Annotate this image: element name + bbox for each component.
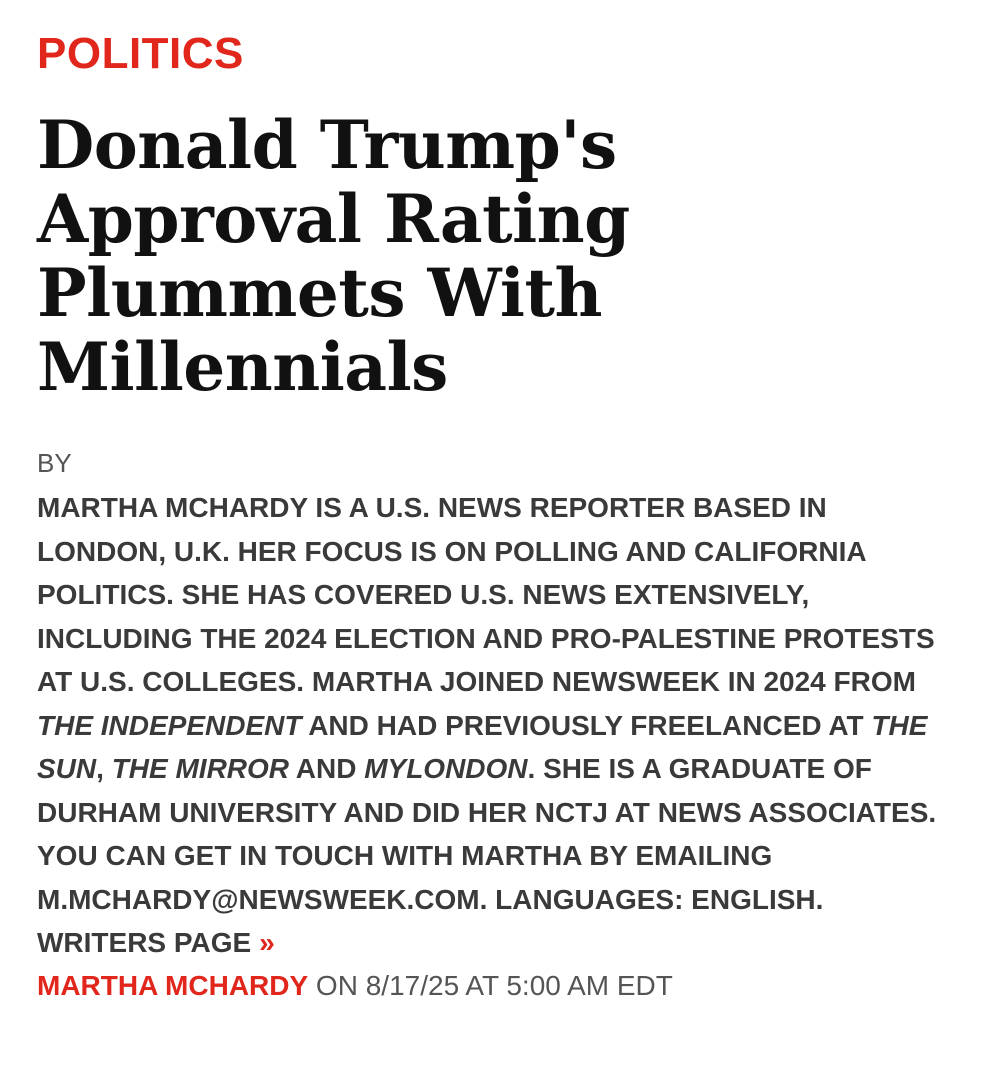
writers-page-link[interactable] <box>37 923 272 963</box>
by-label: BY <box>37 448 72 478</box>
bio-text-2: AND HAD PREVIOUSLY FREELANCED AT <box>301 709 872 741</box>
publication-mylondon: MYLONDON <box>364 753 528 784</box>
double-chevron-right-icon: ›› <box>259 927 272 958</box>
publication-the-sun: THE SUN <box>37 709 928 784</box>
article-header <box>37 28 962 1007</box>
publication-the-mirror: THE MIRROR <box>111 753 290 784</box>
writers-page-label: WRITERS PAGE <box>37 927 252 958</box>
publish-date: ON 8/17/25 AT 5:00 AM EDT <box>308 970 673 1001</box>
byline-block <box>37 448 962 1007</box>
bio-text-4: AND <box>289 753 365 784</box>
author-bio <box>37 486 962 921</box>
article-headline: Donald Trump's Approval Rating Plummets With Millennials <box>37 106 630 406</box>
category-link[interactable]: POLITICS <box>37 29 244 78</box>
bio-text-3: , <box>96 753 112 784</box>
publication-the-independent: THE INDEPENDENT <box>37 709 302 741</box>
bio-text-5: . SHE IS A GRADUATE OF DURHAM UNIVERSITY AND DID HER NCTJ AT NEWS ASSOCIATES. YOU CAN GET IN TOUCH WITH MARTHA BY EMAILING M.MCHARDY@NEWSWEEK.COM. LANGUAGES: ENGLISH. <box>37 753 937 915</box>
dateline <box>37 965 962 1007</box>
bio-text-1: MARTHA MCHARDY IS A U.S. NEWS REPORTER BASED IN LONDON, U.K. HER FOCUS IS ON POLLING AND CALIFORNIA POLITICS. SHE HAS COVERED U.S. NEWS EXTENSIVELY, INCLUDING THE 2024 ELECTION AND PRO-PALESTINE PROTESTS AT U.S. COLLEGES. MARTHA JOINED NEWSWEEK IN 2024 FROM <box>37 492 935 697</box>
author-name-link[interactable]: MARTHA MCHARDY <box>37 970 309 1001</box>
